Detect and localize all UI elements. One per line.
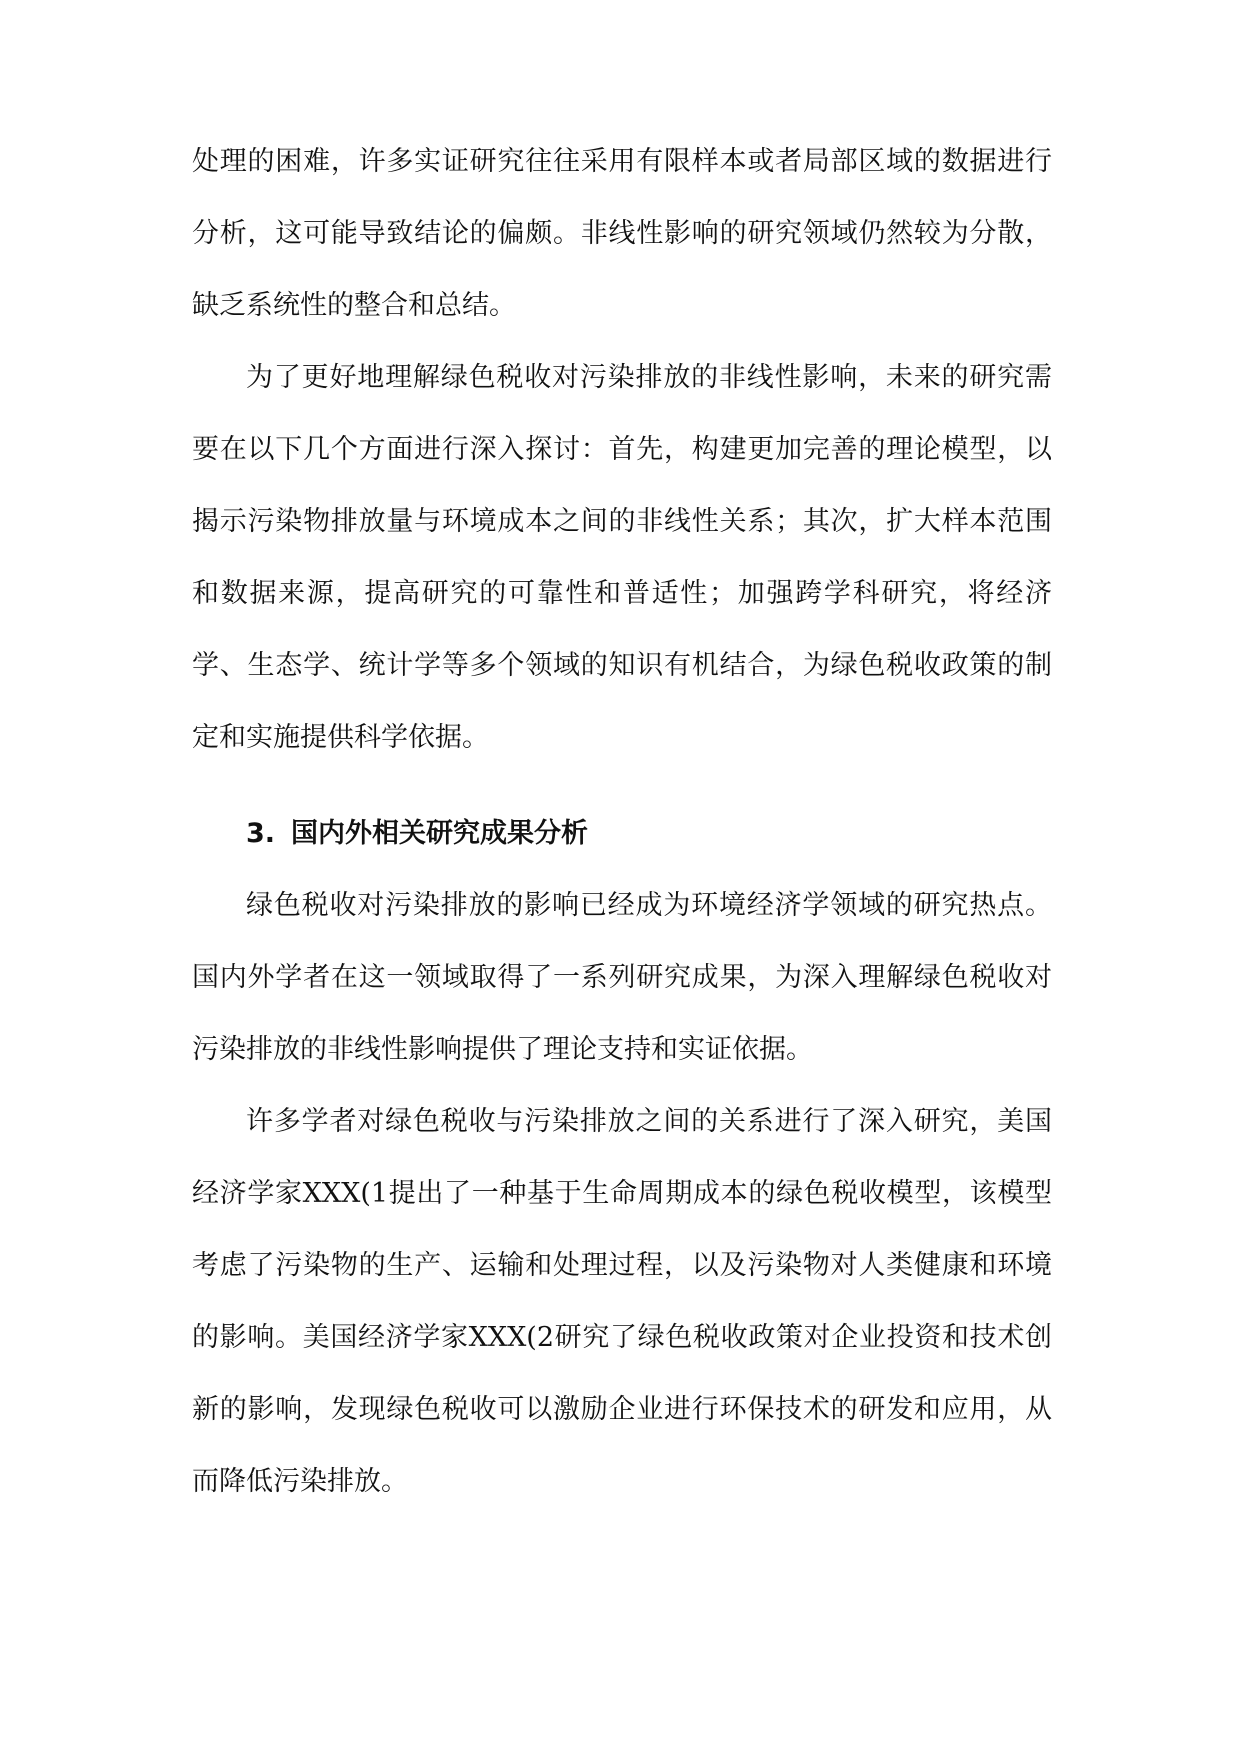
- paragraph-scholar-studies: 许多学者对绿色税收与污染排放之间的关系进行了深入研究，美国经济学家XXX(1提出了一种基于生命周期成本的绿色税收模型，该模型考虑了污染物的生产、运输和处理过程，以及污染物对人类健康和环境的影响。美国经济学家XXX(2研究了绿色税收政策对企业投资和技术创新的影响，发现绿色税收可以激励企业进行环保技术的研发和应用，从而降低污染排放。: [192, 1106, 1052, 1497]
- section-title: 国内外相关研究成果分析: [291, 818, 589, 849]
- paragraph-limitations: 处理的困难，许多实证研究往往采用有限样本或者局部区域的数据进行分析，这可能导致结论的偏颇。非线性影响的研究领域仍然较为分散，缺乏系统性的整合和总结。: [192, 146, 1052, 321]
- section-heading: [192, 798, 1052, 870]
- paragraph-future-research: 为了更好地理解绿色税收对污染排放的非线性影响，未来的研究需要在以下几个方面进行深入探讨：首先，构建更加完善的理论模型，以揭示污染物排放量与环境成本之间的非线性关系；其次，扩大样本范围和数据来源，提高研究的可靠性和普适性；加强跨学科研究，将经济学、生态学、统计学等多个领域的知识有机结合，为绿色税收政策的制定和实施提供科学依据。: [192, 362, 1052, 753]
- paragraph-research-hotspot: 绿色税收对污染排放的影响已经成为环境经济学领域的研究热点。国内外学者在这一领域取得了一系列研究成果，为深入理解绿色税收对污染排放的非线性影响提供了理论支持和实证依据。: [192, 890, 1052, 1065]
- section-number: 3.: [246, 818, 276, 849]
- document-page: [192, 126, 1052, 1518]
